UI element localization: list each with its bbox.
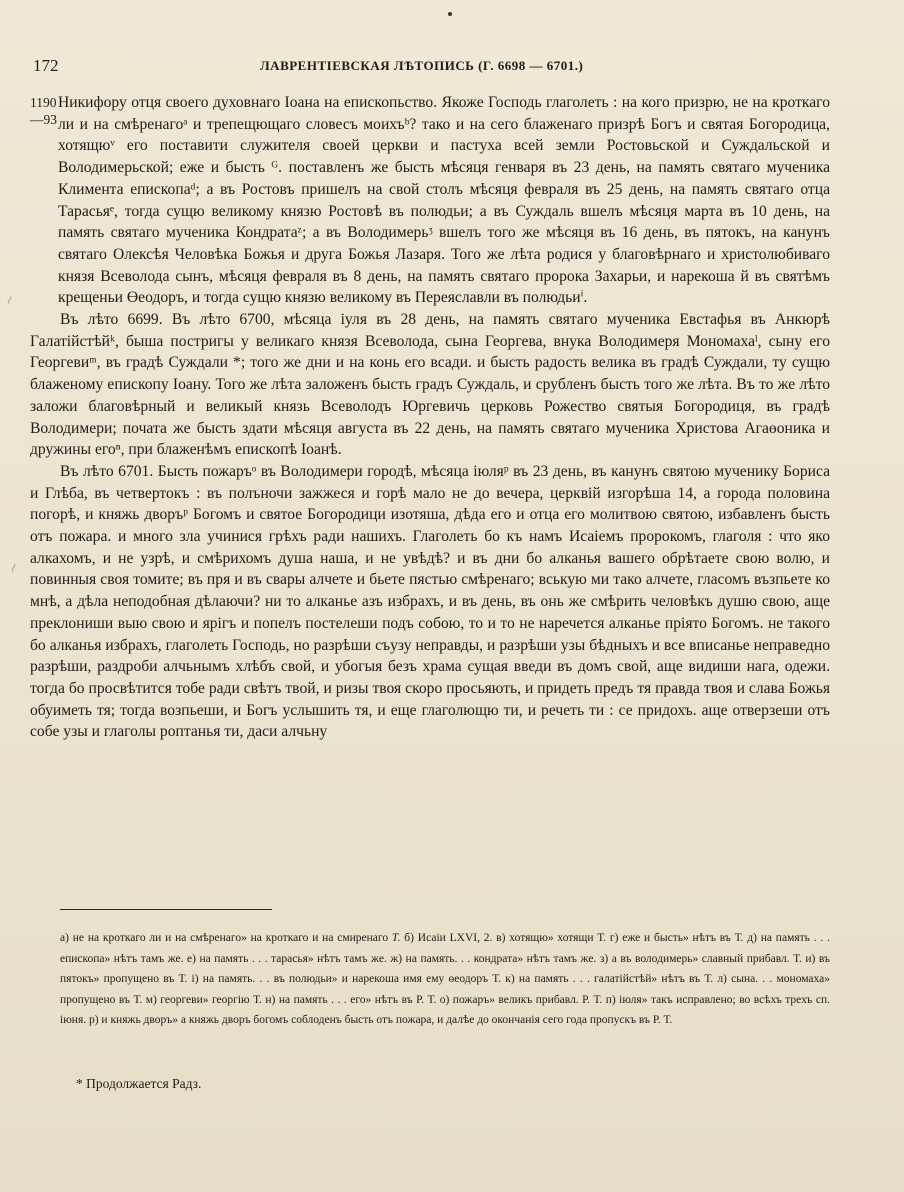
- paragraph-3: Въ лѣто 6701. Бысть пожаръᵒ въ Володимери городѣ, мѣсяца іюляᵖ въ 23 день, въ канунъ святою мученику Бориса и Глѣба, въ четвертокъ : въ полъночи зажжеся и горѣ мало не до вечера, церквій изгорѣша 14, а города половина погорѣ, и княжь дворъᵖ Богомъ и святое Богородици изотяша, дѣда его и отца его молитвою святою, избавленъ бысть отъ пожара. и много зла учинися грѣхъ ради нашихъ. Глаголеть бо къ намъ Исаіемъ пророкомъ, глаголя : что яко алкахомъ, и не узрѣ, и смѣрихомъ душа наша, и не увѣдѣ? и въ дни бо алканья вашего обрѣтаете свою волю, и повинныя своя томите; въ пря и въ свары алчете и бьете пястью смѣренаго; вськую ми тако алчете, гласомъ възпьете ко мнѣ, а дѣла неподобная дѣлаючи? ни то алканье азъ избрахъ, и въ день, въ онь же смѣрить человѣкъ душю свою, аще преклониши выю свою и ярігъ и попелъ постелеши подъ собою, то и то не наречется алканье пріято Богомъ. не такого бо алканья избрахъ, глаголеть Господь, но разрѣши съузу неправды, и разрѣши узы бѣдныхъ и все вписанье неправедно разрѣши, раздроби алчьнымъ хлѣбъ свой, и убогыя безъ храма сущая введи въ домъ свой, аще видиши нага, одежи. тогда бо просвѣтится тобе ради свѣтъ твой, и ризы твоя скоро просьяють, и придеть предъ тя правда твоя и слава Божья обуиметь тя; тогда возпьеши, и Богъ услышить тя, и еще глаголющю ти, и речеть ти : се придохъ. аще отверзеши отъ собе узы и глаголы роптанья ти, даси алчьну: [30, 462, 830, 741]
- page-header: [30, 56, 830, 82]
- margin-year-bottom: —93: [30, 112, 57, 127]
- paragraph-2: Въ лѣто 6699. Въ лѣто 6700, мѣсяца іуля въ 28 день, на память святаго мученика Евстафья въ Анкюрѣ Галатійстѣйᵏ, быша постригы у великаго князя Всеволода, сына Георгева, внука Володимеря Мономахаˡ, сыну его Георгевиᵐ, въ градѣ Суждали *; того же дни и на конь его всади. и бысть радость велика въ градѣ Суждали, ту сущю блаженому епископу Іоану. Того же лѣта заложенъ бысть градъ Суждаль, и срубленъ бысть того же лѣта. Въ то же лѣто заложи благовѣрный и великый князь Всеволодъ Юргевичь церковь Рожество святыя Богородиця, въ градѣ Володимери; почата же бысть здати мѣсяця августа въ 22 день, на память святаго мученика Христова Агаөоника и дружины егоⁿ, при блаженѣмъ епископѣ Іоанѣ.: [30, 311, 830, 459]
- footnote-rest: б) Исаіи LXVI, 2. в) хотящю» хотящи Т. г) еже и бысть» нѣтъ въ Т. д) на память . . . епископа» нѣтъ тамъ же. е) на память . . . тарасья» нѣтъ тамъ же. ж) на память. . . кондрата» нѣтъ тамъ же. з) а въ володимерь» славный прибавл. Т. и) въ пятокъ» пропущено въ Т. і) на память. . . въ полюдьи» и нарекоша имя ему өеодоръ Т. к) на память . . . галатійстѣй» нѣтъ въ Т. л) сына. . . мономаха» пропущено въ Т. м) георгеви» георгію Т. н) на память . . . его» нѣтъ въ Р. Т. о) пожаръ» великъ прибавл. Р. Т. п) іюля» такъ исправлено; во всѣхъ трехъ сп. іюня. р) и княжь дворъ» а княжь дворъ богомъ соблоденъ бысть отъ пожара, и далѣе до окончанія сего года пропускъ въ Р. Т.: [60, 932, 830, 1026]
- page-number: 172: [33, 56, 59, 75]
- running-title: ЛАВРЕНТІЕВСКАЯ ЛѢТОПИСЬ (Г. 6698 — 6701.): [260, 58, 584, 73]
- continued-note: * Продолжается Радз.: [76, 1076, 202, 1091]
- margin-year-top: 1190: [30, 95, 57, 110]
- paragraph-1: Никифору отця своего духовнаго Іоана на епископьство. Якоже Господь глаголеть : на кого призрю, не на кроткаго ли и на смѣренагоᵃ и трепещющаго словесъ моихъᵇ? тако и на сего блаженаго призрѣ Богъ и святая Богородица, хотящюᵛ его поставити служителя своей церкви и пастуха всей земли Ростовьской и Суждальской и Володимерьской; еже и бысть ᴳ. поставленъ же бысть мѣсяця генваря въ 23 день, на память святаго мученика Климента епископаᵈ; а въ Ростовъ пришелъ на свой столъ мѣсяця февраля въ 25 день, на память святаго отца Тарасьяᵉ, тогда сущю великому князю Ростовѣ въ полюдьи; а въ Суждаль вшелъ мѣсяця марта въ 10 день, на память святаго мученика Кондратаᶻ; а въ Володимерьᶾ вшелъ того же мѣсяця въ 16 день, въ пятокъ, на канунъ святаго Олексѣя Человѣка Божья и друга Божья Лазаря. Того же лѣта родися у благовѣрнаго и христолюбиваго князя Всеволода сынъ, мѣсяця февраля въ 8 день, на память святаго пророка Захарьи, и нарекоша й въ святѣмъ крещеньи Өеодоръ, и тогда сущю князю великому въ Переяславли въ полюдьиⁱ.: [58, 94, 830, 307]
- footnote-text: [60, 928, 830, 1031]
- pencil-margin-mark-2: ~: [4, 559, 24, 577]
- pencil-margin-mark: ~: [0, 291, 20, 309]
- chronicle-text: [30, 92, 830, 743]
- ink-dot: [448, 12, 452, 16]
- footnote-rule: [60, 909, 272, 910]
- footnote-ital: Т.: [391, 932, 401, 944]
- footnote-plain: а) не на кроткаго ли и на смѣренаго» на кроткаго и на смиренаго: [60, 932, 392, 944]
- footnotes: [60, 928, 830, 1031]
